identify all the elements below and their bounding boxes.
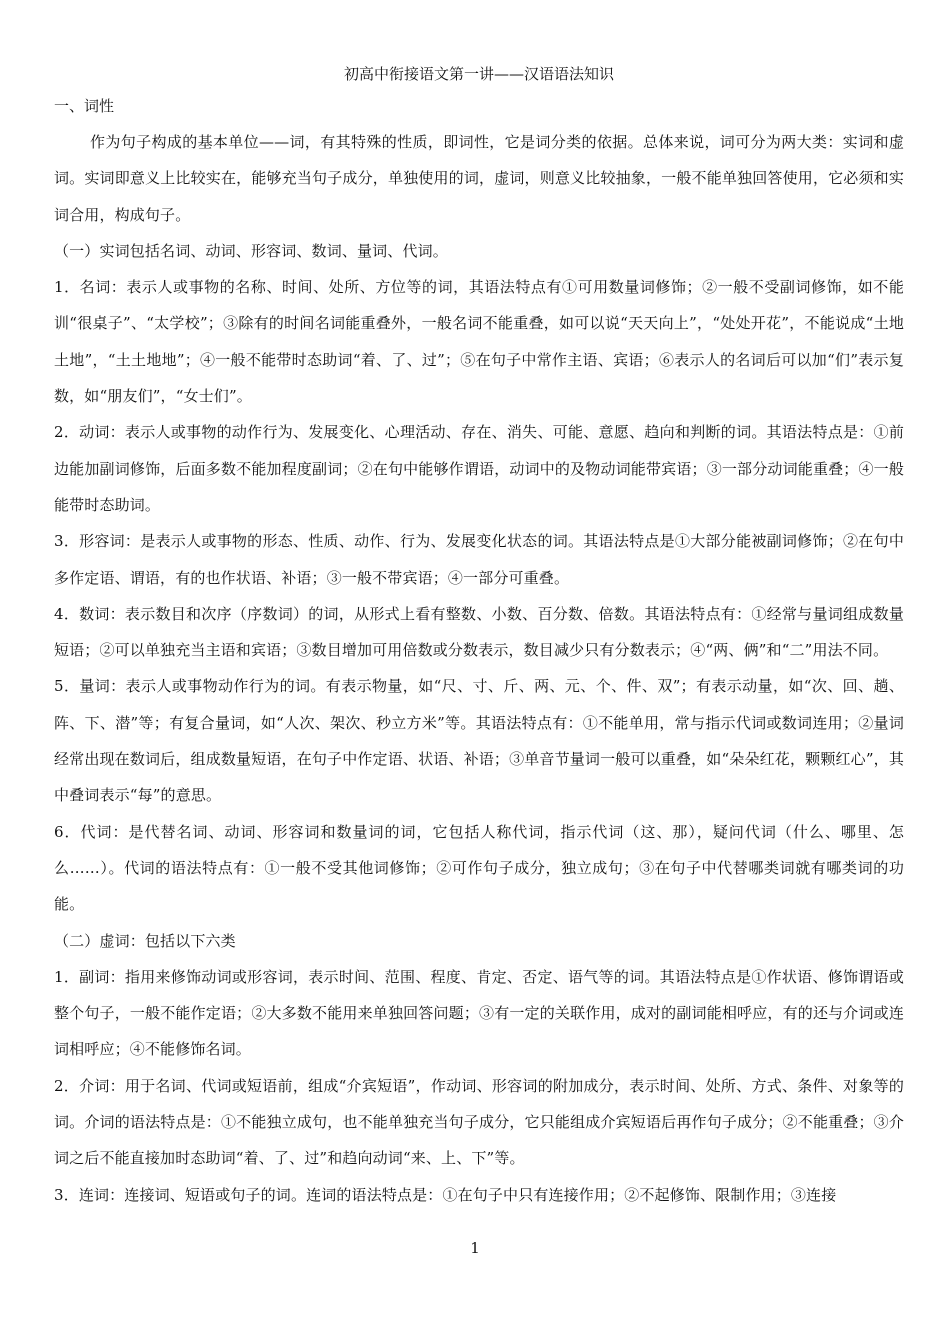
document-page bbox=[54, 60, 904, 1213]
section-heading-part-of-speech: 一、词性 bbox=[54, 97, 115, 115]
subsection-heading-content-words: （一）实词包括名词、动词、形容词、数词、量词、代词。 bbox=[54, 241, 448, 260]
paragraph-noun: 1．名词：表示人或事物的名称、时间、处所、方位等的词，其语法特点有①可用数量词修饰；②一般不受副词修饰，如不能训“很桌子”、“太学校”；③除有的时间名词能重叠外，一般名词不能重叠，如可以说“天天向上”，“处处开花”，不能说成“土地土地”，“土土地地”；④一般不能带时态助词“着、了、过”；⑤在句子中常作主语、宾语；⑥表示人的名词后可以加“们”表示复数，如“朋友们”，“女士们”。 bbox=[54, 278, 904, 406]
paragraph-adjective: 3．形容词：是表示人或事物的形态、性质、动作、行为、发展变化状态的词。其语法特点是①大部分能被副词修饰；②在句中多作定语、谓语，有的也作状语、补语；③一般不带宾语；④一部分可重叠。 bbox=[54, 532, 904, 587]
page-number: 1 bbox=[470, 1239, 480, 1257]
paragraph-verb: 2．动词：表示人或事物的动作行为、发展变化、心理活动、存在、消失、可能、意愿、趋向和判断的词。其语法特点是：①前边能加副词修饰，后面多数不能加程度副词；②在句中能够作谓语，动词中的及物动词能带宾语；③一部分动词能重叠；④一般能带时态助词。 bbox=[54, 423, 904, 514]
intro-paragraph: 作为句子构成的基本单位——词，有其特殊的性质，即词性，它是词分类的依据。总体来说，词可分为两大类：实词和虚词。实词即意义上比较实在，能够充当句子成分，单独使用的词，虚词，则意义比较抽象，一般不能单独回答使用，它必须和实词合用，构成句子。 bbox=[54, 133, 904, 224]
document-title: 初高中衔接语文第一讲——汉语语法知识 bbox=[343, 65, 614, 83]
paragraph-pronoun: 6．代词：是代替名词、动词、形容词和数量词的词，它包括人称代词，指示代词（这、那），疑问代词（什么、哪里、怎么……）。代词的语法特点有：①一般不受其他词修饰；②可作句子成分，独立成句；③在句子中代替哪类词就有哪类词的功能。 bbox=[54, 822, 904, 914]
paragraph-preposition: 2．介词：用于名词、代词或短语前，组成“介宾短语”，作动词、形容词的附加成分，表示时间、处所、方式、条件、对象等的词。介词的语法特点是：①不能独立成句，也不能单独充当句子成分，它只能组成介宾短语后再作句子成分；②不能重叠；③介词之后不能直接加时态助词“着、了、过”和趋向动词“来、上、下”等。 bbox=[54, 1076, 904, 1168]
paragraph-adverb: 1．副词：指用来修饰动词或形容词，表示时间、范围、程度、肯定、否定、语气等的词。其语法特点是①作状语、修饰谓语或整个句子，一般不能作定语；②大多数不能用来单独回答问题；③有一定的关联作用，成对的副词能相呼应，有的还与介词或连词相呼应；④不能修饰名词。 bbox=[54, 967, 904, 1059]
paragraph-measure-word: 5．量词：表示人或事物动作行为的词。有表示物量，如“尺、寸、斤、两、元、个、件、双”；有表示动量，如“次、回、趟、阵、下、潜”等；有复合量词，如“人次、架次、秒立方米”等。其语法特点有：①不能单用，常与指示代词或数词连用；②量词经常出现在数词后，组成数量短语，在句子中作定语、状语、补语；③单音节量词一般可以重叠，如“朵朵红花，颗颗红心”，其中叠词表示“每”的意思。 bbox=[54, 677, 904, 805]
paragraph-conjunction: 3．连词：连接词、短语或句子的词。连词的语法特点是：①在句子中只有连接作用；②不起修饰、限制作用；③连接 bbox=[54, 1185, 837, 1204]
paragraph-numeral: 4．数词：表示数目和次序（序数词）的词，从形式上看有整数、小数、百分数、倍数。其语法特点有：①经常与量词组成数量短语；②可以单独充当主语和宾语；③数目增加可用倍数或分数表示，数目减少只有分数表示；④“两、俩”和“二”用法不同。 bbox=[54, 604, 904, 660]
subsection-heading-function-words: （二）虚词：包括以下六类 bbox=[54, 931, 236, 950]
